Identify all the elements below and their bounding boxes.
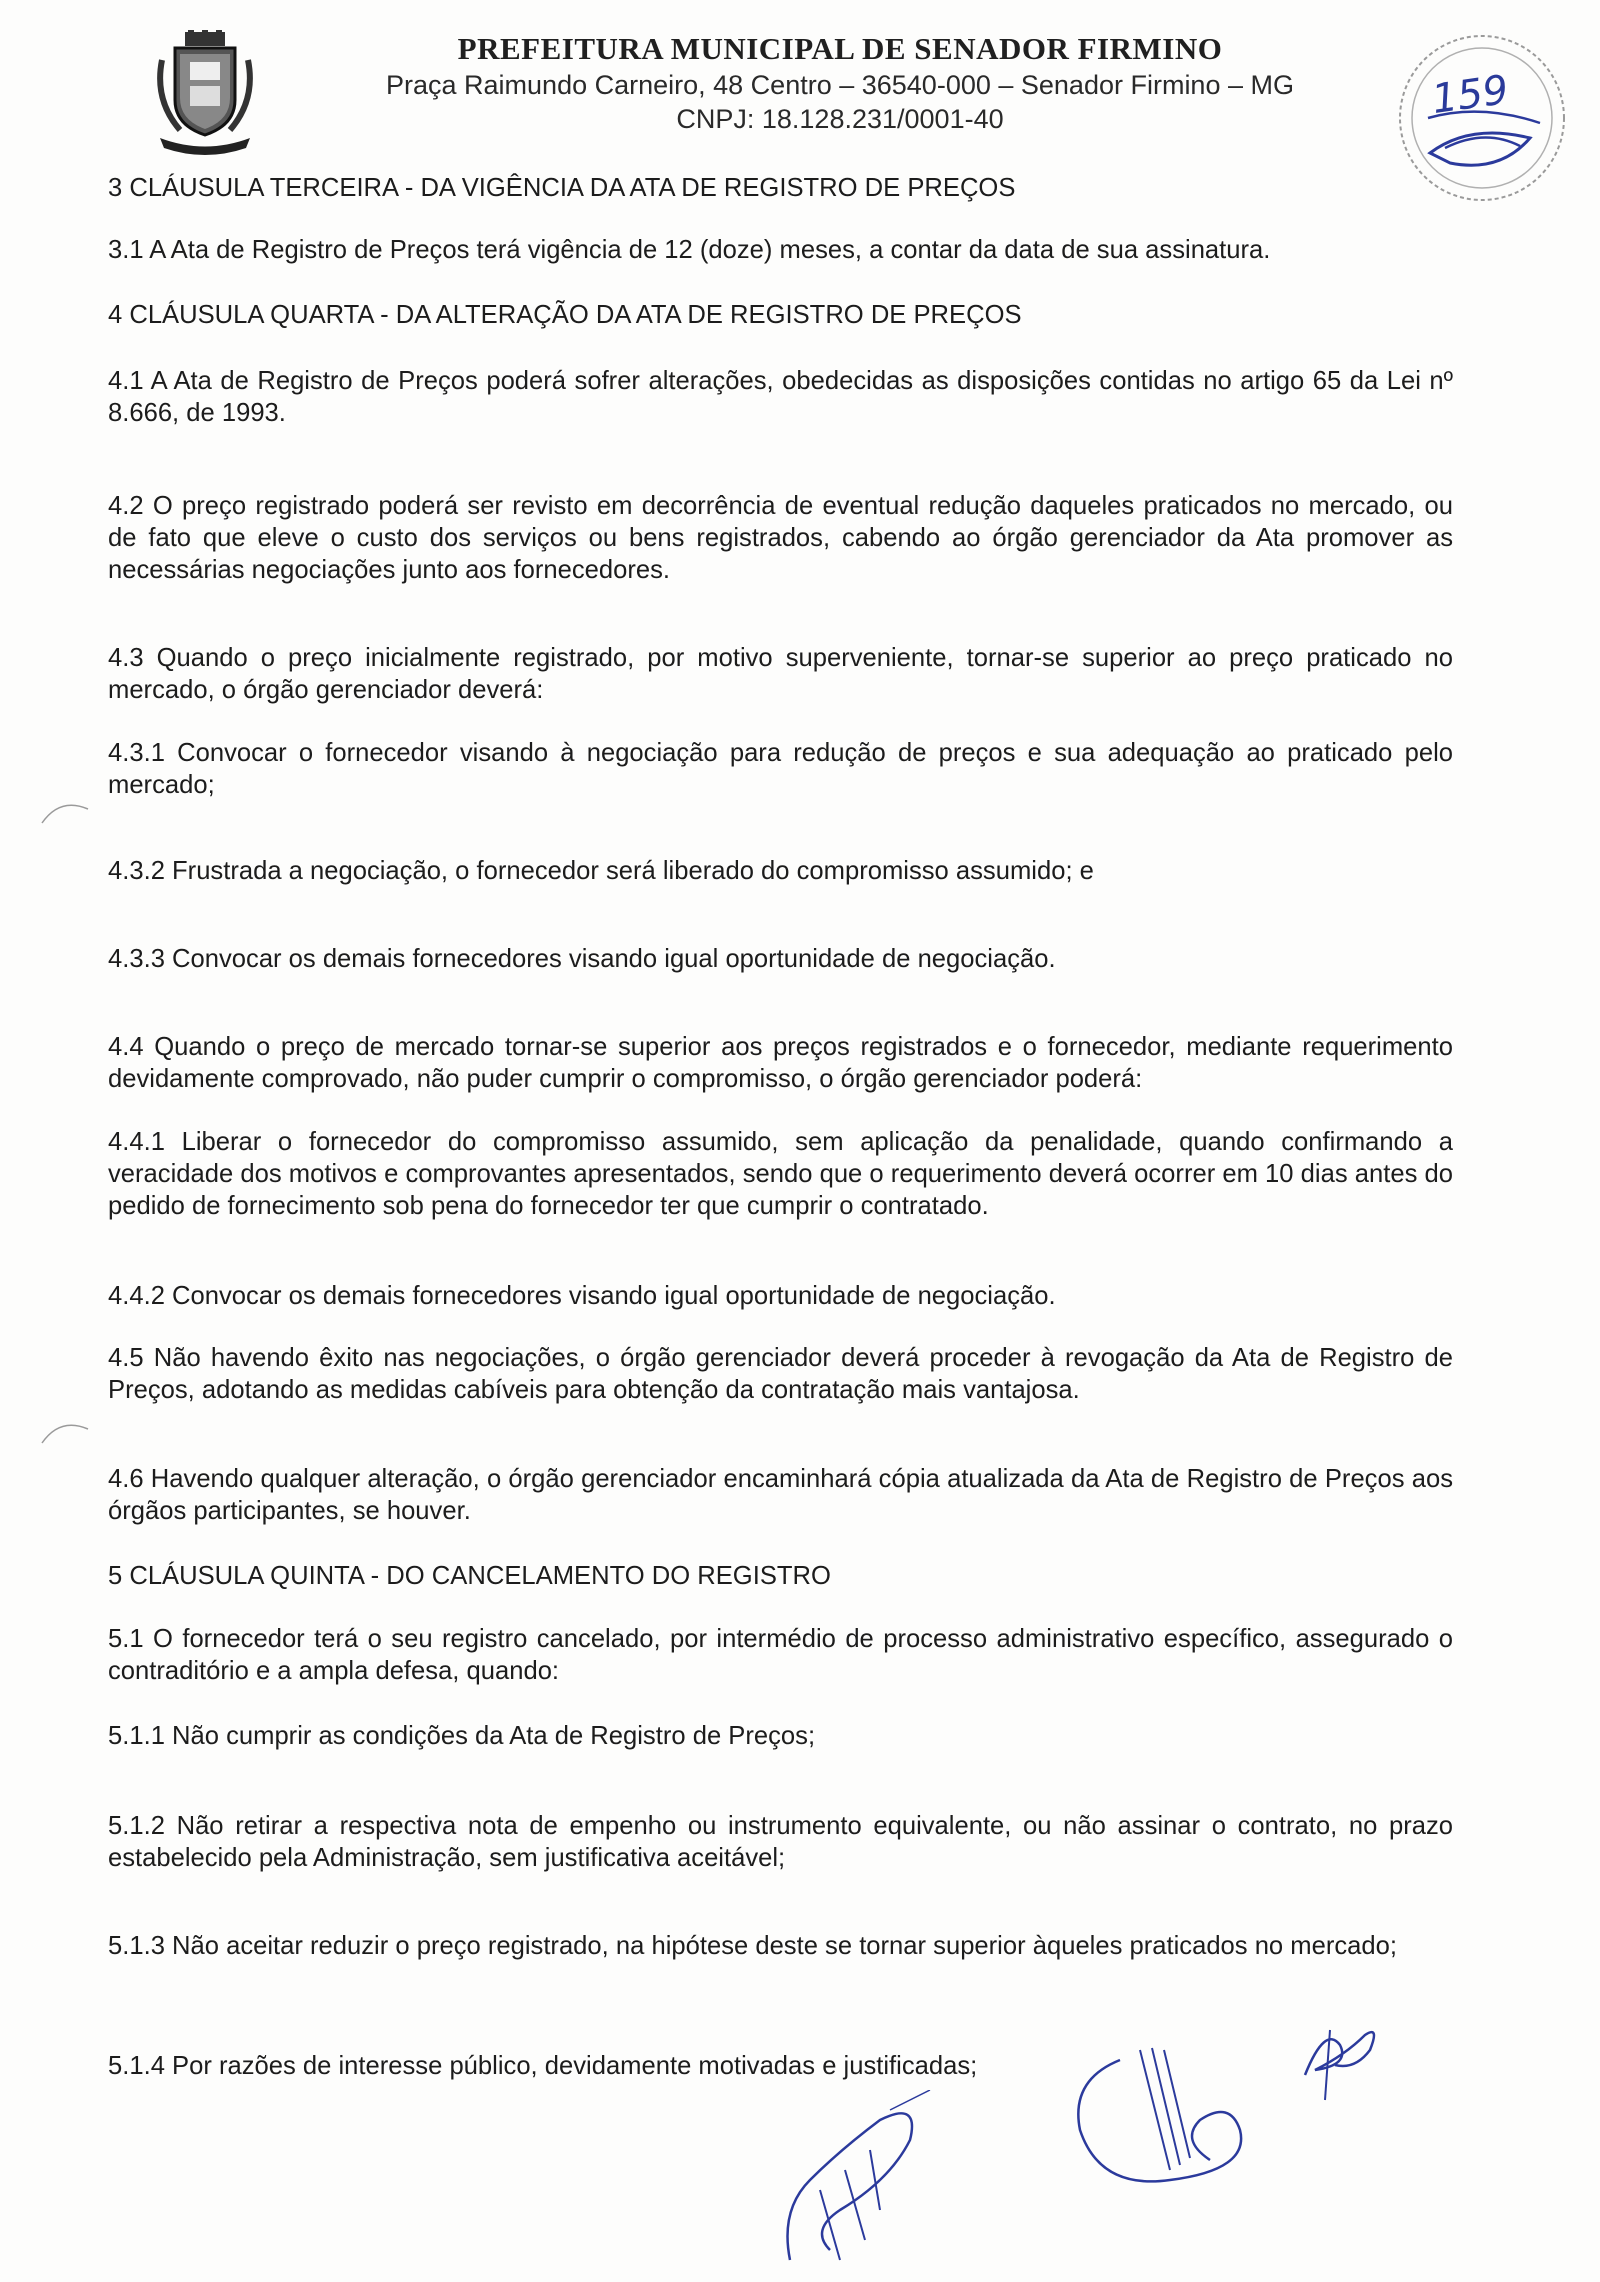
clause-4-heading: 4 CLÁUSULA QUARTA - DA ALTERAÇÃO DA ATA DE REGISTRO DE PREÇOS (108, 301, 1022, 329)
clause-4-4-1: 4.4.1 Liberar o fornecedor do compromisso assumido, sem aplicação da penalidade, quando confirmando a veracidade dos motivos e comprovantes apresentados, sendo que o requerimento deverá ocorrer em 10 dias antes do pedido de fornecimento sob pena do fornecedor ter que cumprir o contratado. (108, 1128, 1453, 1220)
clause-5-1-4: 5.1.4 Por razões de interesse público, devidamente motivadas e justificadas; (108, 2052, 978, 2080)
municipal-crest-icon (150, 30, 260, 155)
margin-mark-icon (40, 795, 90, 825)
clause-5-1-3: 5.1.3 Não aceitar reduzir o preço registrado, na hipótese deste se tornar superior àqueles praticados no mercado; (108, 1932, 1397, 1960)
signature-icon (770, 2090, 950, 2280)
clause-3-heading: 3 CLÁUSULA TERCEIRA - DA VIGÊNCIA DA ATA DE REGISTRO DE PREÇOS (108, 174, 1016, 202)
page-number: 159 (1429, 66, 1512, 124)
clause-4-1: 4.1 A Ata de Registro de Preços poderá sofrer alterações, obedecidas as disposições contidas no artigo 65 da Lei nº 8.666, de 1993. (108, 367, 1453, 427)
municipality-cnpj: CNPJ: 18.128.231/0001-40 (676, 104, 1004, 134)
clause-4-5: 4.5 Não havendo êxito nas negociações, o órgão gerenciador deverá proceder à revogação da Ata de Registro de Preços, adotando as medidas cabíveis para obtenção da contratação mais vantajosa. (108, 1344, 1453, 1404)
municipality-address: Praça Raimundo Carneiro, 48 Centro – 36540-000 – Senador Firmino – MG (386, 70, 1294, 100)
clause-4-4: 4.4 Quando o preço de mercado tornar-se superior aos preços registrados e o fornecedor, mediante requerimento devidamente comprovado, não puder cumprir o compromisso, o órgão gerenciador poderá: (108, 1033, 1453, 1093)
clause-5-1-1: 5.1.1 Não cumprir as condições da Ata de Registro de Preços; (108, 1722, 816, 1750)
clause-4-4-2: 4.4.2 Convocar os demais fornecedores visando igual oportunidade de negociação. (108, 1282, 1056, 1310)
clause-5-1: 5.1 O fornecedor terá o seu registro cancelado, por intermédio de processo administrativo específico, assegurado o contraditório e a ampla defesa, quando: (108, 1625, 1453, 1685)
clause-4-3-1: 4.3.1 Convocar o fornecedor visando à negociação para redução de preços e sua adequação ao praticado pelo mercado; (108, 739, 1453, 799)
clause-4-3-3: 4.3.3 Convocar os demais fornecedores visando igual oportunidade de negociação. (108, 945, 1056, 973)
margin-mark-icon (40, 1415, 90, 1445)
page-stamp-icon (1390, 28, 1575, 208)
clause-4-3: 4.3 Quando o preço inicialmente registrado, por motivo superveniente, tornar-se superior ao preço praticado no mercado, o órgão gerenciador deverá: (108, 644, 1453, 704)
clause-5-heading: 5 CLÁUSULA QUINTA - DO CANCELAMENTO DO REGISTRO (108, 1562, 831, 1590)
clause-4-6: 4.6 Havendo qualquer alteração, o órgão gerenciador encaminhará cópia atualizada da Ata de Registro de Preços aos órgãos participantes, se houver. (108, 1465, 1453, 1525)
letterhead (300, 30, 1380, 136)
initials-icon (1285, 2015, 1385, 2105)
clause-3-1: 3.1 A Ata de Registro de Preços terá vigência de 12 (doze) meses, a contar da data de sua assinatura. (108, 236, 1271, 264)
municipality-title: PREFEITURA MUNICIPAL DE SENADOR FIRMINO (457, 31, 1223, 66)
clause-4-2: 4.2 O preço registrado poderá ser revisto em decorrência de eventual redução daqueles praticados no mercado, ou de fato que eleve o custo dos serviços ou bens registrados, cabendo ao órgão gerenciador da Ata promover as necessárias negociações junto aos fornecedores. (108, 492, 1453, 584)
clause-5-1-2: 5.1.2 Não retirar a respectiva nota de empenho ou instrumento equivalente, ou não assinar o contrato, no prazo estabelecido pela Administração, sem justificativa aceitável; (108, 1812, 1453, 1872)
signature-icon (1060, 2040, 1260, 2200)
clause-4-3-2: 4.3.2 Frustrada a negociação, o fornecedor será liberado do compromisso assumido; e (108, 857, 1094, 885)
